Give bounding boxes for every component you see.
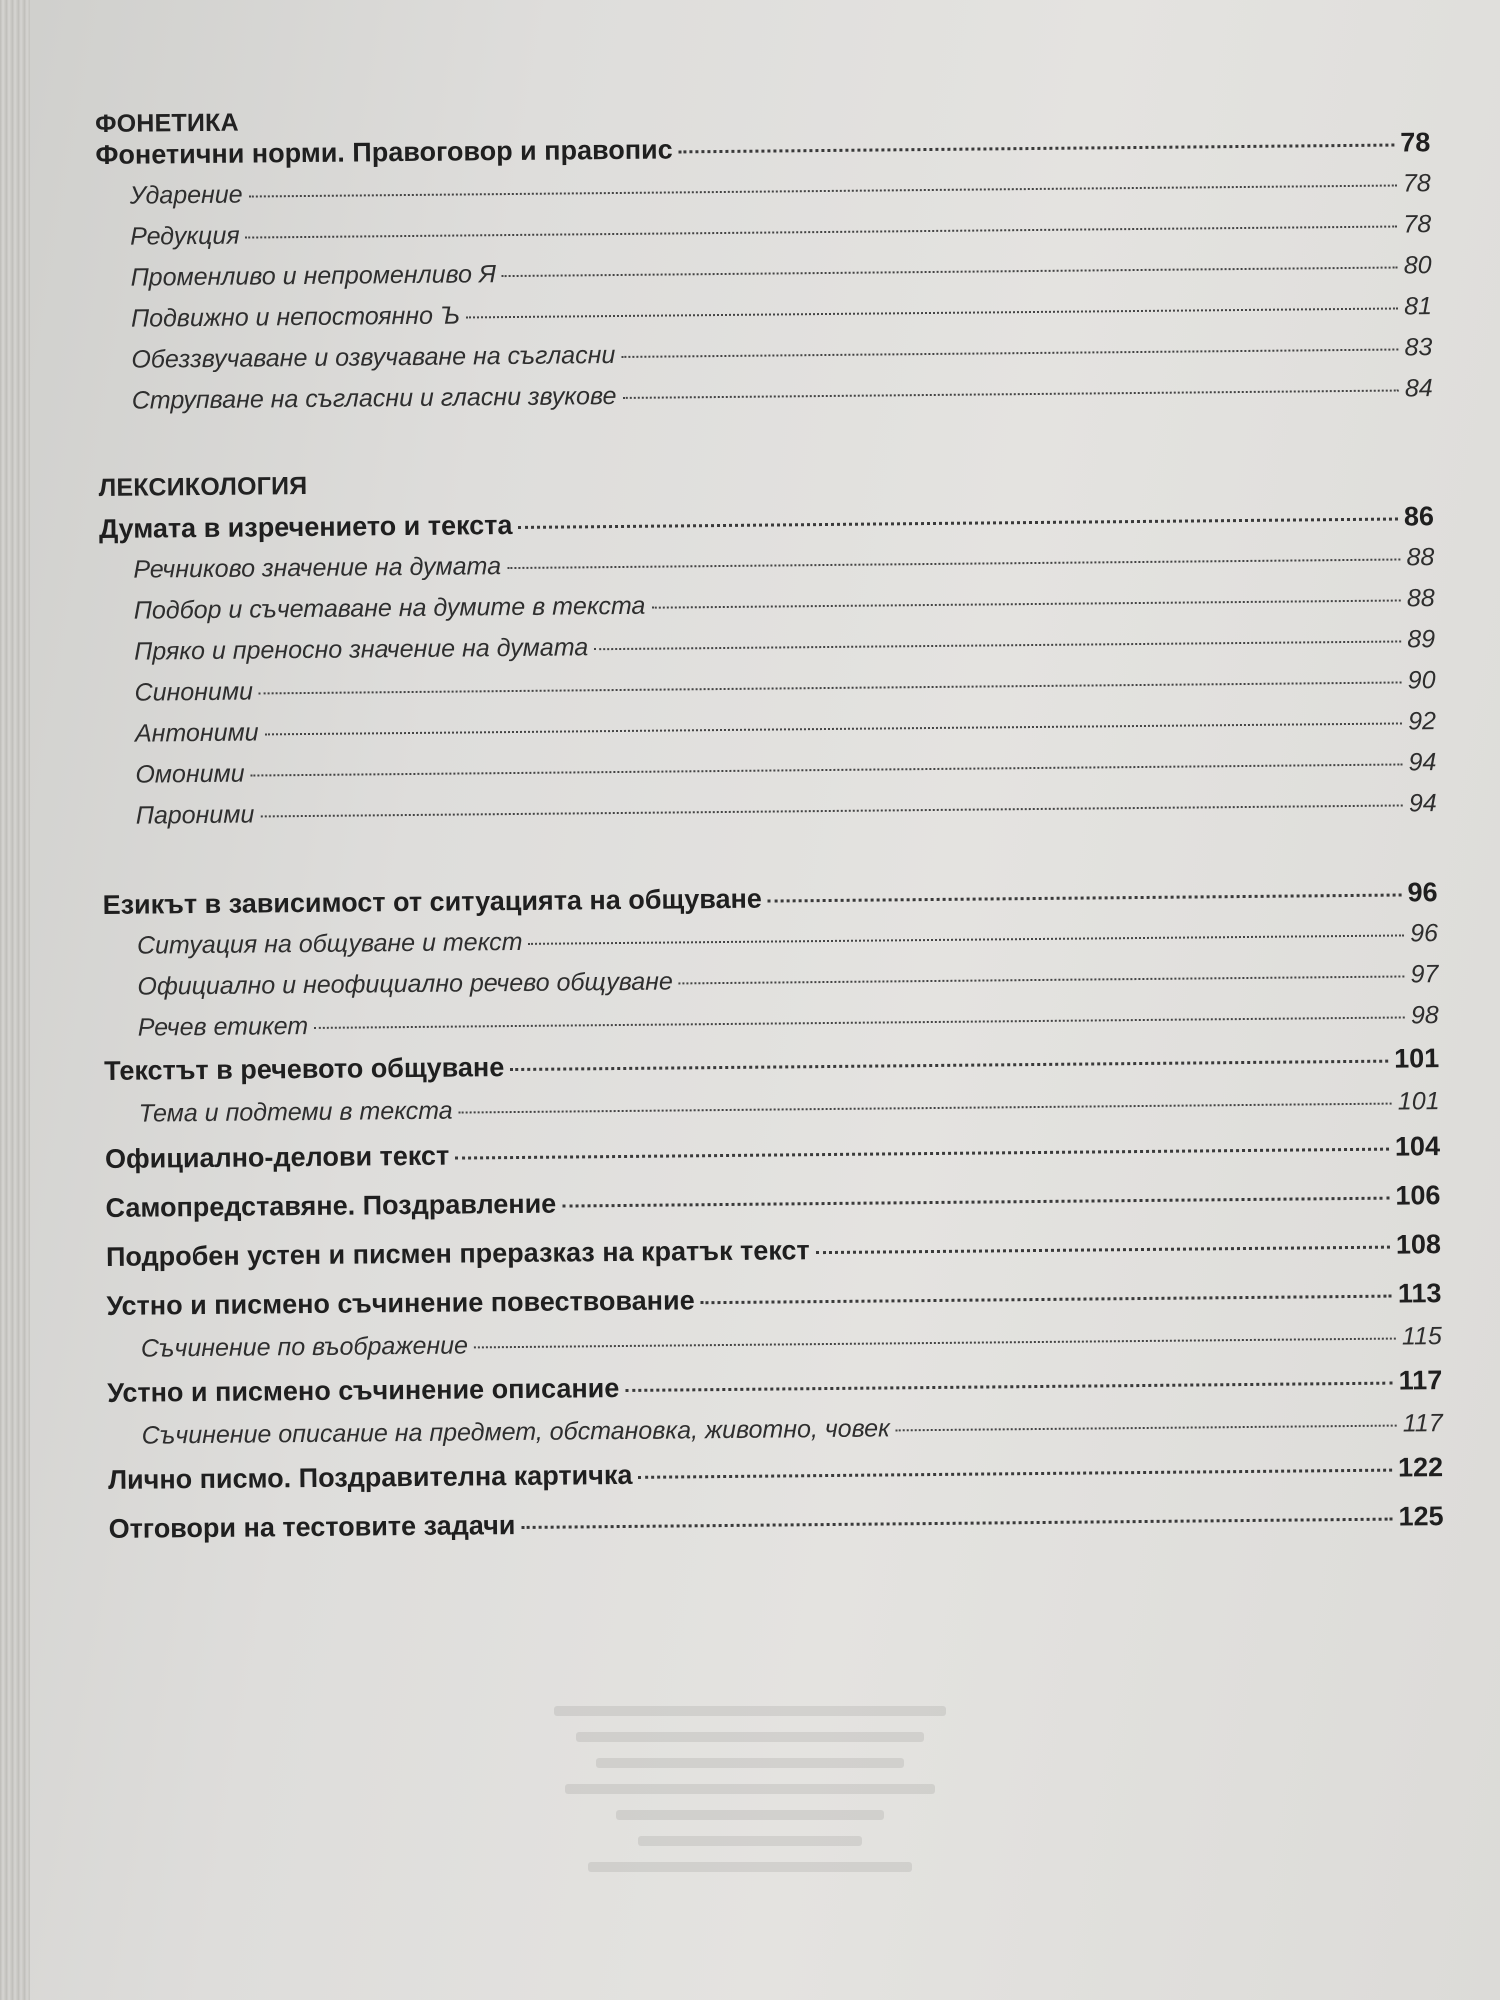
toc-entry-title: Синоними — [134, 677, 254, 707]
dot-leader — [455, 1148, 1389, 1160]
dot-leader — [507, 558, 1401, 569]
dot-leader — [562, 1197, 1389, 1208]
toc-entry[interactable] — [102, 789, 1437, 831]
dot-leader — [679, 144, 1395, 154]
toc-entry-page: 88 — [1406, 584, 1435, 613]
toc-entry-page: 97 — [1410, 960, 1439, 989]
toc-entry-page: 101 — [1393, 1043, 1440, 1074]
toc-entry-page: 90 — [1407, 666, 1436, 695]
toc-entry[interactable] — [104, 1043, 1439, 1087]
toc-entry-title: Антоними — [134, 718, 259, 748]
toc-entry[interactable] — [96, 169, 1431, 211]
dot-leader — [625, 1382, 1392, 1392]
toc-entry[interactable] — [102, 877, 1437, 921]
dot-leader — [466, 308, 1398, 319]
toc-entry-page: 84 — [1404, 374, 1433, 403]
toc-entry-page: 94 — [1408, 748, 1437, 777]
toc-entry[interactable] — [104, 1001, 1439, 1043]
toc-entry-title: Подвижно и непостоянно Ъ — [130, 301, 461, 333]
toc-entry-title: Подробен устен и писмен преразказ на кратък текст — [105, 1235, 810, 1272]
toc-entry-title: Съчинение по въображение — [140, 1331, 469, 1363]
dot-leader — [249, 185, 1397, 198]
toc-entry-page: 106 — [1395, 1180, 1441, 1211]
toc-entry-title: Струпване на съгласни и гласни звукове — [131, 382, 617, 415]
toc-entry-page: 108 — [1395, 1229, 1442, 1260]
toc-entry-page: 80 — [1403, 251, 1432, 280]
dot-leader — [459, 1103, 1392, 1114]
toc-entry-title: Отговори на тестовите задачи — [108, 1510, 516, 1544]
dot-leader — [594, 640, 1401, 650]
dot-leader — [651, 599, 1401, 608]
dot-leader — [474, 1338, 1396, 1349]
toc-entry[interactable] — [106, 1278, 1441, 1322]
toc-entry[interactable] — [106, 1229, 1441, 1273]
toc-entry-page: 78 — [1400, 127, 1431, 158]
toc-entry[interactable] — [97, 333, 1432, 375]
toc-entry[interactable] — [96, 251, 1431, 293]
toc-entry-page: 104 — [1394, 1131, 1441, 1162]
toc-entry-page: 94 — [1408, 789, 1437, 818]
toc-entry[interactable] — [97, 292, 1432, 334]
toc-entry-title: Думата в изречението и текста — [98, 510, 513, 544]
dot-leader — [260, 804, 1403, 817]
dot-leader — [521, 1518, 1392, 1529]
toc-entry-title: Речниково значение на думата — [133, 552, 502, 584]
toc-entry[interactable] — [105, 1131, 1440, 1175]
toc-entry-title: Текстът в речевото общуване — [104, 1052, 505, 1086]
dot-leader — [768, 893, 1402, 902]
toc-entry[interactable] — [107, 1365, 1442, 1409]
toc-entry-title: Редукция — [130, 221, 240, 251]
toc-entry-page: 92 — [1407, 707, 1437, 736]
toc-entry-title: Устно и писмено съчинение описание — [107, 1373, 620, 1408]
dot-leader — [502, 267, 1398, 278]
dot-leader — [621, 348, 1398, 357]
toc-entry-page: 122 — [1397, 1452, 1444, 1483]
toc-entry-page: 113 — [1397, 1278, 1442, 1309]
toc-entry-page: 115 — [1401, 1322, 1442, 1351]
dot-leader — [518, 518, 1398, 529]
toc-entry-page: 101 — [1397, 1087, 1440, 1116]
toc-entry-title: Официално и неофициално речево общуване — [137, 967, 673, 1001]
toc-entry-title: Лично писмо. Поздравителна картичка — [108, 1459, 633, 1495]
toc-entry[interactable] — [103, 919, 1438, 961]
toc-entry-page: 88 — [1406, 543, 1435, 572]
section-heading-lexicology: ЛЕКСИКОЛОГИЯ — [98, 471, 308, 502]
dot-leader — [622, 389, 1399, 398]
toc-entry-page: 86 — [1403, 501, 1435, 532]
toc-entry-title: Тема и подтеми в текста — [138, 1096, 453, 1128]
dot-leader — [259, 681, 1402, 694]
dot-leader — [510, 1060, 1388, 1071]
toc-entry-title: Пряко и преносно значение на думата — [134, 633, 589, 666]
dot-leader — [246, 226, 1398, 239]
toc-entry-title: Пароними — [135, 800, 255, 830]
toc-entry[interactable] — [100, 625, 1435, 667]
toc-entry-title: Променливо и непроменливо Я — [130, 260, 497, 292]
toc-entry-title: Официално-делови текст — [104, 1140, 450, 1174]
dot-leader — [314, 1016, 1405, 1028]
toc-entry-page: 96 — [1407, 877, 1438, 908]
dot-leader — [251, 763, 1403, 776]
toc-entry-page: 96 — [1410, 919, 1439, 948]
show-through-texture — [470, 1690, 1030, 1980]
dot-leader — [816, 1246, 1390, 1255]
toc-entry-page: 117 — [1398, 1365, 1443, 1396]
toc-entry-title: Подбор и съчетаване на думите в текста — [133, 591, 646, 625]
binding-edge — [0, 0, 30, 2000]
toc-entry[interactable] — [96, 210, 1431, 252]
toc-entry-page: 83 — [1404, 333, 1433, 362]
toc-entry-word-in-sentence[interactable] — [99, 501, 1434, 545]
toc-entry-title: Самопредставяне. Поздравление — [105, 1188, 557, 1223]
toc-entry[interactable] — [108, 1409, 1443, 1451]
toc-entry-title: Устно и писмено съчинение повествование — [106, 1285, 695, 1321]
toc-entry[interactable] — [105, 1087, 1440, 1129]
toc-entry[interactable] — [108, 1501, 1443, 1545]
toc-entry-title: Фонетични норми. Правоговор и правопис — [95, 134, 673, 170]
toc-entry-title: Ударение — [129, 180, 243, 210]
toc-entry[interactable] — [99, 543, 1434, 585]
toc-entry-page: 125 — [1398, 1501, 1444, 1532]
toc-entry[interactable] — [107, 1322, 1442, 1364]
toc-entry[interactable] — [101, 748, 1436, 790]
toc-entry[interactable] — [101, 707, 1436, 749]
toc-entry[interactable] — [108, 1452, 1443, 1496]
toc-entry[interactable] — [98, 374, 1433, 416]
toc-entry-page: 78 — [1402, 169, 1431, 198]
toc-entry[interactable] — [103, 960, 1438, 1002]
dot-leader — [896, 1425, 1397, 1432]
dot-leader — [701, 1295, 1392, 1305]
toc-entry-title: Омоними — [135, 759, 245, 789]
toc-entry[interactable] — [105, 1180, 1440, 1224]
toc-entry-phonetic-norms[interactable] — [95, 127, 1430, 171]
table-of-contents — [95, 97, 1444, 1544]
dot-leader — [679, 975, 1405, 984]
toc-entry-title: Ситуация на общуване и текст — [136, 927, 523, 960]
toc-entry-title: Езикът в зависимост от ситуацията на общуване — [102, 883, 762, 920]
toc-entry[interactable] — [100, 584, 1435, 626]
toc-entry-page: 98 — [1410, 1001, 1439, 1030]
toc-entry-title: Речев етикет — [137, 1011, 309, 1042]
section-heading-phonetics: ФОНЕТИКА — [95, 108, 239, 138]
toc-entry-page: 89 — [1407, 625, 1436, 654]
toc-entry-page: 117 — [1402, 1409, 1443, 1438]
toc-entry-title: Съчинение описание на предмет, обстановка, животно, човек — [141, 1414, 890, 1450]
dot-leader — [528, 934, 1404, 944]
toc-entry[interactable] — [100, 666, 1435, 708]
dot-leader — [265, 722, 1403, 735]
toc-entry-title: Обеззвучаване и озвучаване на съгласни — [131, 341, 616, 374]
dot-leader — [638, 1469, 1392, 1479]
toc-entry-page: 81 — [1403, 292, 1433, 321]
toc-entry-page: 78 — [1403, 210, 1432, 239]
